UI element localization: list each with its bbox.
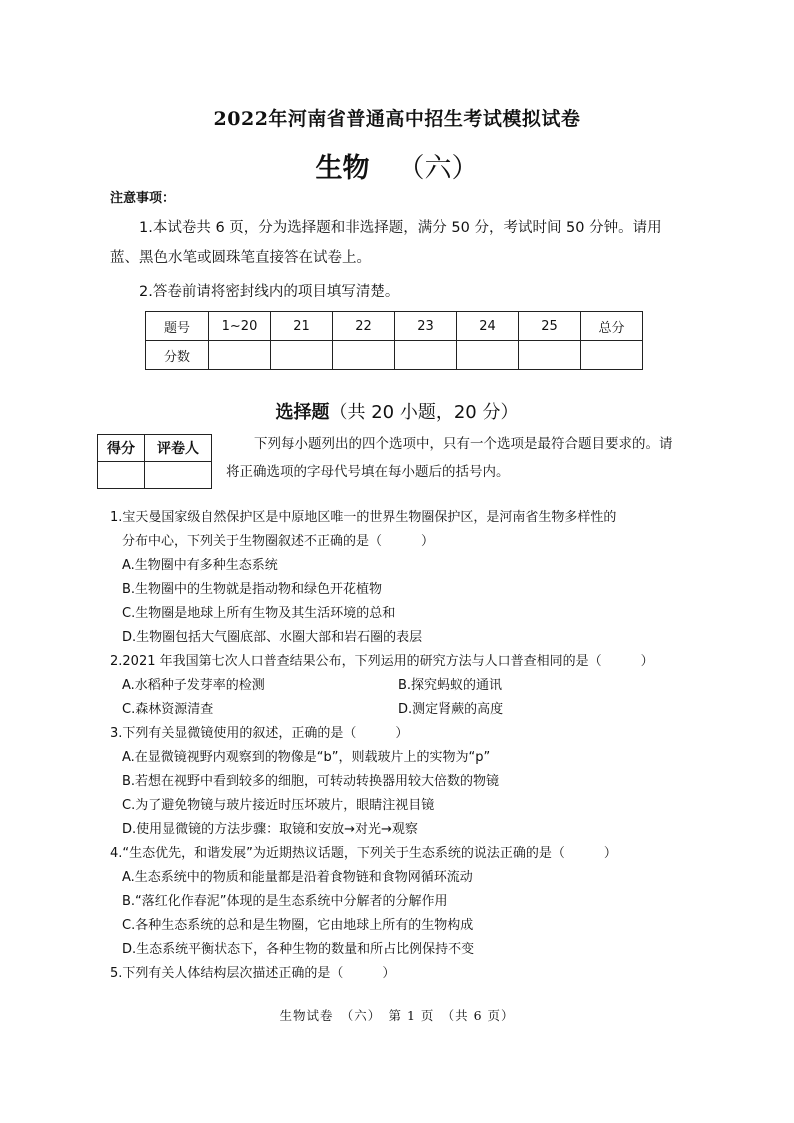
score-table [145,311,643,370]
option-c: C.各种生态系统的总和是生物圈，它由地球上所有的生物构成 [122,918,474,933]
question-list [110,506,710,986]
subject-name: 生物 [315,153,370,184]
option-c: C.森林资源清查 [122,702,214,717]
grader-score-label: 得分 [98,435,145,462]
option-row [110,698,710,722]
question-1 [110,506,710,650]
notice-item-2: 2.答卷前请将密封线内的项目填写清楚。 [139,284,400,300]
question-4 [110,842,710,962]
score-table-header-row [146,312,643,341]
exam-title: 2022年河南省普通高中招生考试模拟试卷 [213,108,581,130]
option-d: D.生态系统平衡状态下，各种生物的数量和所占比例保持不变 [122,942,475,957]
question-stem: 4.“生态优先，和谐发展”为近期热议话题，下列关于生态系统的说法正确的是（ ） [110,846,617,861]
option-a: A.生物圈中有多种生态系统 [122,558,278,573]
question-stem: 2.2021 年我国第七次人口普查结果公布，下列运用的研究方法与人口普查相同的是（ ） [110,654,654,669]
page-footer: 生物试卷 （六） 第 1 页 （共 6 页） [279,1008,515,1023]
score-cell-q24: 24 [457,312,519,341]
score-blank-cell[interactable] [519,341,581,370]
option-row [110,674,710,698]
score-blank-cell[interactable] [271,341,333,370]
option-a: A.生态系统中的物质和能量都是沿着食物链和食物网循环流动 [122,870,473,885]
score-cell-q1-20: 1~20 [209,312,271,341]
score-row-label: 分数 [146,341,209,370]
score-table-score-row [146,341,643,370]
section-title [0,398,794,424]
option-d: D.生物圈包括大气圈底部、水圈大部和岩石圈的表层 [122,630,423,645]
score-blank-cell[interactable] [333,341,395,370]
option-d: D.测定肾蕨的高度 [398,702,504,717]
subject-heading [0,146,794,185]
option-c: C.生物圈是地球上所有生物及其生活环境的总和 [122,606,396,621]
option-b: B.若想在视野中看到较多的细胞，可转动转换器用较大倍数的物镜 [122,774,500,789]
section-instructions: 下列每小题列出的四个选项中，只有一个选项是最符合题目要求的。请将正确选项的字母代号填在每小题后的括号内。 [226,436,673,480]
option-b: B.探究蚂蚁的通讯 [398,678,503,693]
section-name: 选择题 [275,402,330,423]
score-cell-q23: 23 [395,312,457,341]
score-cell-q25: 25 [519,312,581,341]
score-cell-q22: 22 [333,312,395,341]
score-cell-q21: 21 [271,312,333,341]
option-c: C.为了避免物镜与玻片接近时压坏玻片，眼睛注视目镜 [122,798,435,813]
score-blank-cell[interactable] [395,341,457,370]
question-stem: 3.下列有关显微镜使用的叙述，正确的是（ ） [110,726,409,741]
notice-heading: 注意事项： [110,191,176,206]
question-2 [110,650,710,722]
option-d: D.使用显微镜的方法步骤：取镜和安放→对光→观察 [122,822,418,837]
option-a: A.在显微镜视野内观察到的物像是“b”，则载玻片上的实物为“p” [122,750,491,765]
grader-table [97,434,212,489]
grader-score-blank[interactable] [98,462,145,489]
question-stem: 5.下列有关人体结构层次描述正确的是（ ） [110,966,396,981]
notice-item-1: 1.本试卷共 6 页，分为选择题和非选择题，满分 50 分，考试时间 50 分钟。请用蓝、黑色水笔或圆珠笔直接答在试卷上。 [110,220,662,266]
subject-number: （六） [397,153,479,184]
question-stem: 1.宝天曼国家级自然保护区是中原地区唯一的世界生物圈保护区，是河南省生物多样性的 [110,510,617,525]
score-blank-cell[interactable] [581,341,643,370]
question-stem-cont: 分布中心，下列关于生物圈叙述不正确的是（ ） [122,534,435,549]
option-b: B.“落红化作春泥”体现的是生态系统中分解者的分解作用 [122,894,448,909]
score-blank-cell[interactable] [457,341,519,370]
question-5 [110,962,710,986]
grader-name-label: 评卷人 [145,435,212,462]
score-cell-total: 总分 [581,312,643,341]
score-blank-cell[interactable] [209,341,271,370]
option-a: A.水稻种子发芽率的检测 [122,678,265,693]
score-cell-label: 题号 [146,312,209,341]
section-detail: （共 20 小题，20 分） [329,402,519,423]
option-b: B.生物圈中的生物就是指动物和绿色开花植物 [122,582,383,597]
grader-name-blank[interactable] [145,462,212,489]
question-3 [110,722,710,842]
